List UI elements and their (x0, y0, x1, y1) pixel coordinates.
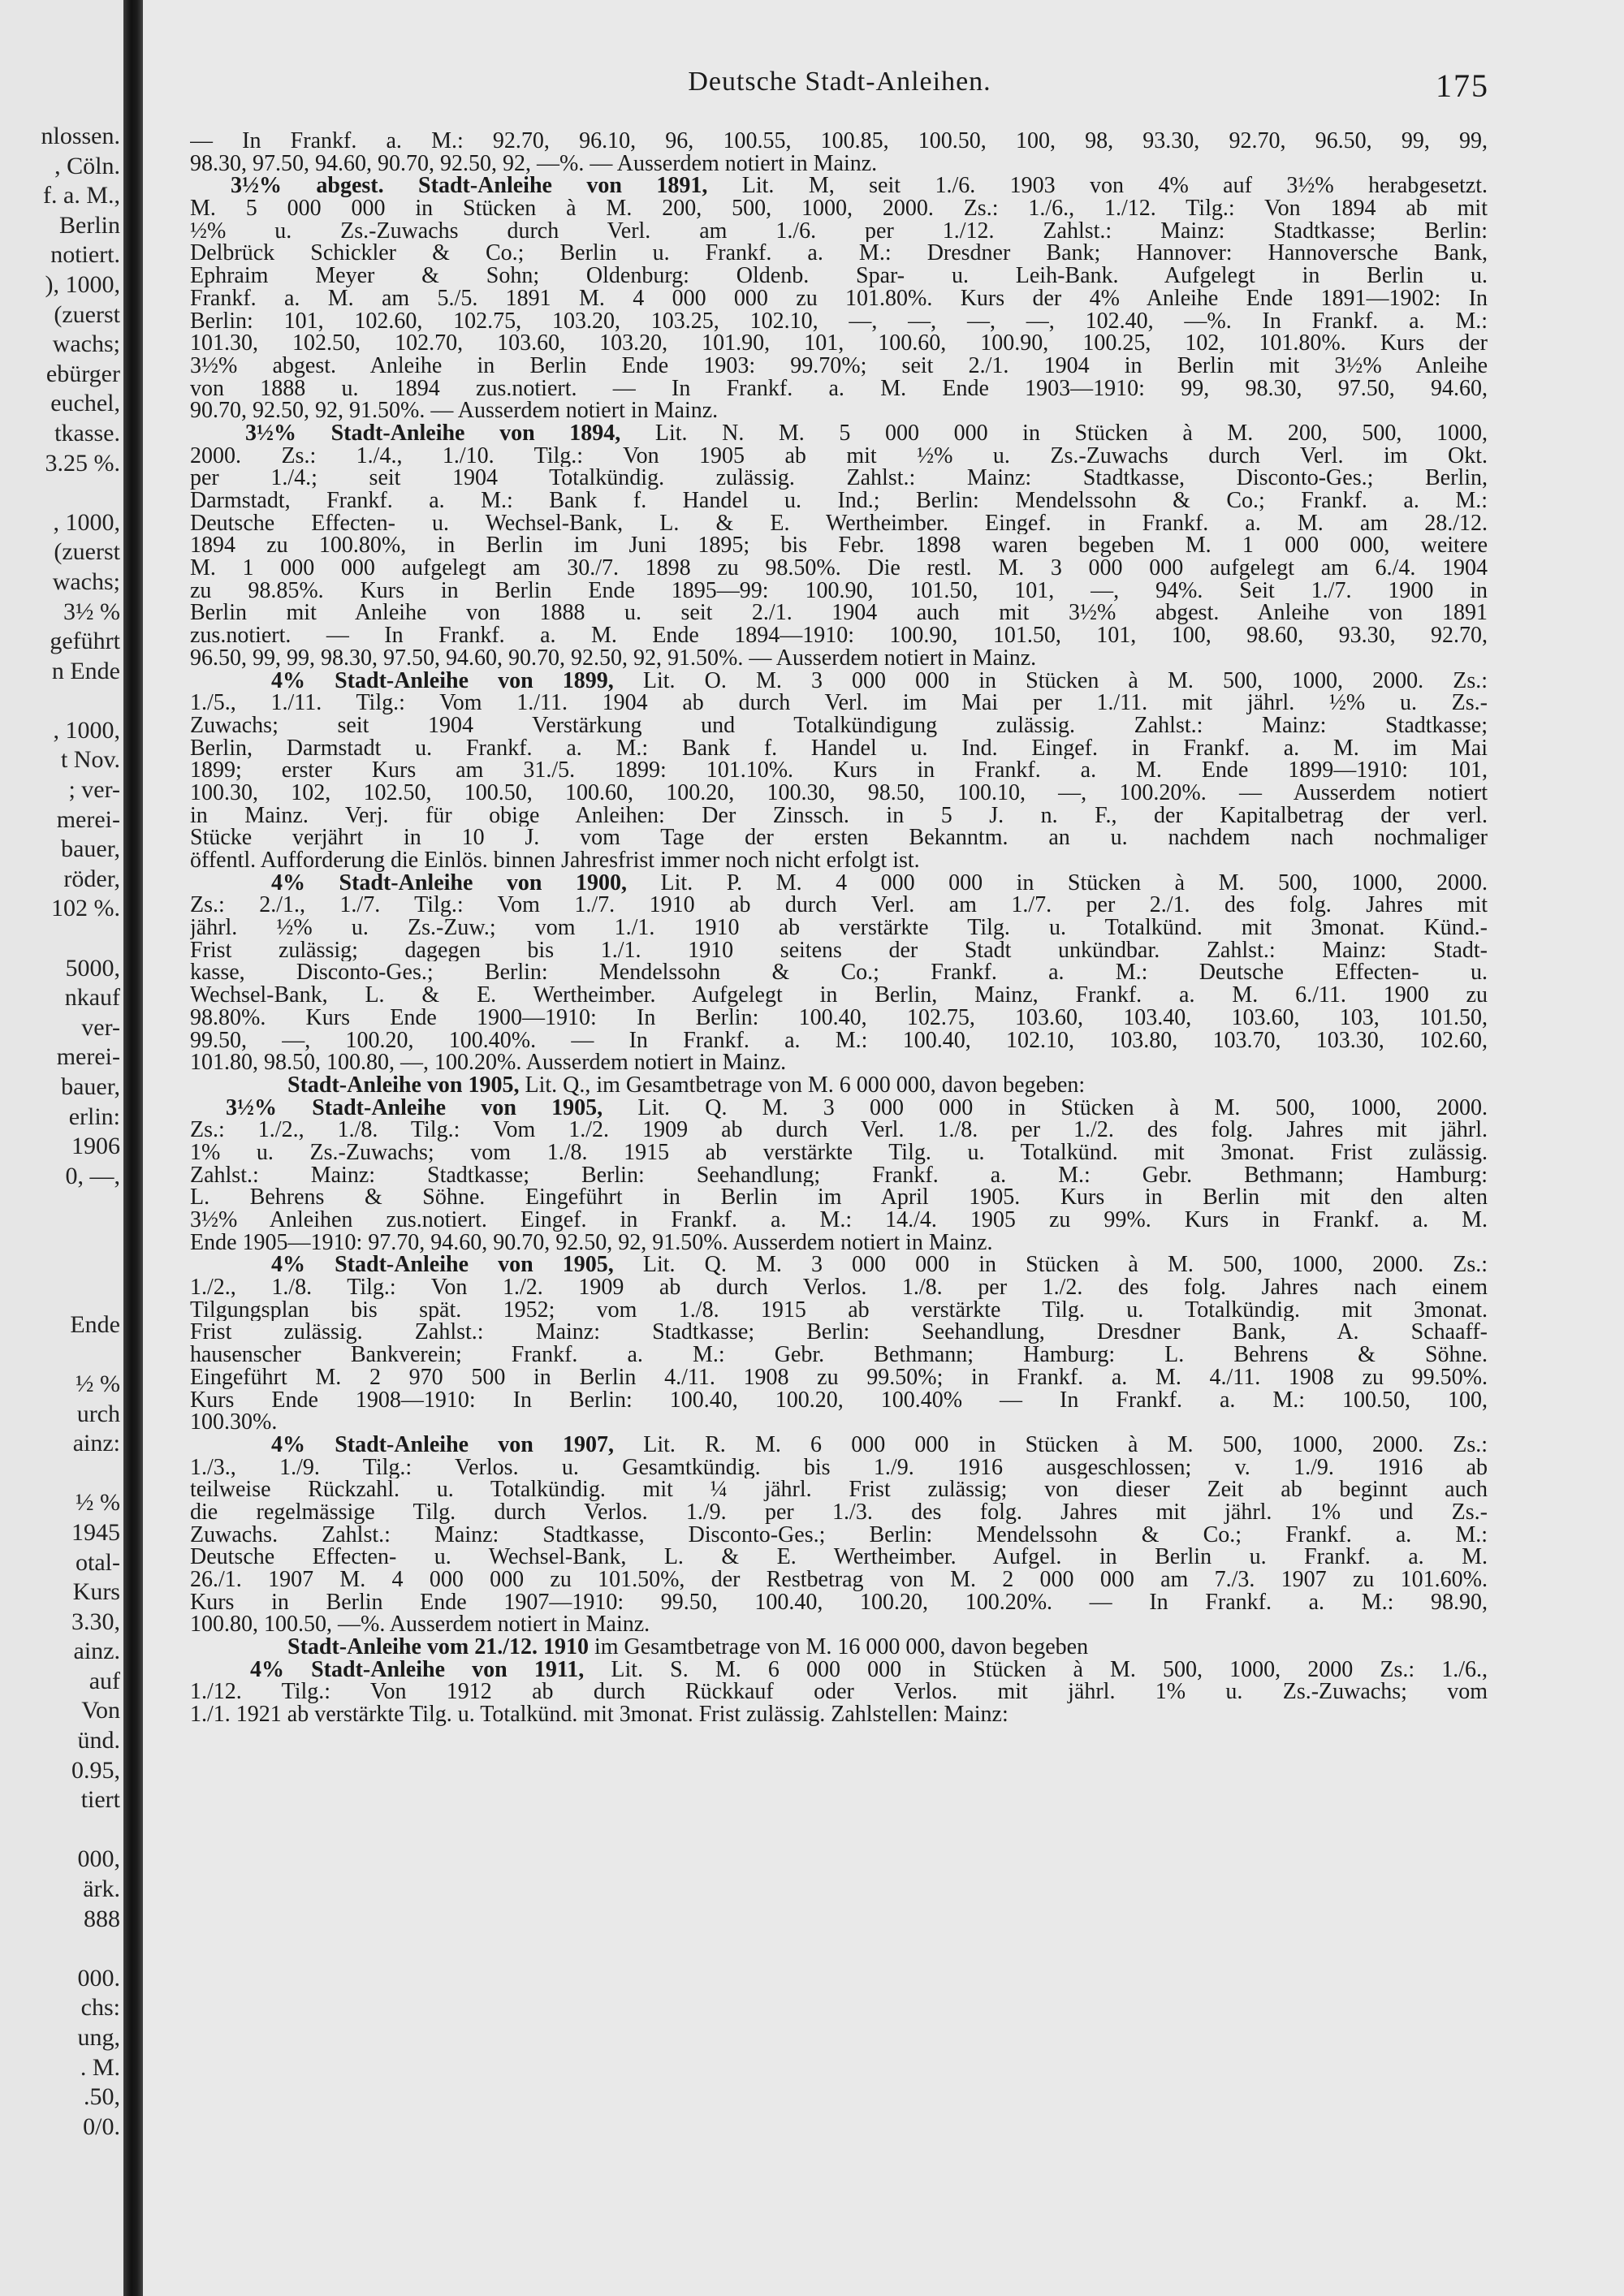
left-page-fragment: ver- (81, 1013, 120, 1041)
text-line (190, 1051, 1488, 1074)
line-text: per 1./4.; seit 1904 Totalkündig. zulässig. Zahlst.: Mainz: Stadtkasse, Disconto-Ges.; Berlin, (190, 467, 1488, 490)
text-line (190, 826, 1488, 849)
page-header (190, 67, 1489, 107)
left-page-fragment: ; ver- (68, 776, 120, 804)
line-text: Zahlst.: Mainz: Stadtkasse; Berlin: Seehandlung; Frankf. a. M.: Gebr. Bethmann; Hamburg: (190, 1163, 1488, 1187)
left-page-fragment: ainz: (72, 1430, 120, 1457)
paragraph-p11 (190, 1659, 1488, 1726)
left-page-fragment: 0.95, (71, 1756, 120, 1784)
text-line (190, 1164, 1488, 1187)
text-line (190, 759, 1488, 782)
left-page-fragment: Von (81, 1697, 120, 1724)
left-page-fragment: urch (76, 1400, 120, 1427)
text-line (190, 647, 1488, 670)
text-line (190, 399, 1488, 422)
left-page-fragment: 1906 (71, 1133, 120, 1160)
text-line (190, 287, 1488, 310)
line-text: zu 98.85%. Kurs in Berlin Ende 1895—99: 100.90, 101.50, 101, —, 94%. Seit 1./7. 1900 in (190, 579, 1488, 602)
text-line (190, 1478, 1488, 1501)
text-line (190, 1321, 1488, 1344)
text-line (190, 602, 1488, 624)
left-page-fragment: , 1000, (53, 716, 120, 744)
text-line (190, 1457, 1488, 1479)
left-page-fragment: chs: (80, 1994, 120, 2022)
left-page-fragment: 1945 (71, 1518, 120, 1546)
text-line (190, 1299, 1488, 1322)
left-page-fragment: erlin: (68, 1103, 120, 1130)
text-line (190, 332, 1488, 355)
text-line (190, 130, 1488, 153)
text-line (190, 692, 1488, 714)
left-page-fragment (0, 686, 123, 716)
left-page-fragment: ½ % (76, 1489, 120, 1517)
line-text: teilweise Rückzahl. u. Totalkündig. mit ¼ jährl. Frist zulässig; von dieser Zeit ab beginnt auch (190, 1478, 1488, 1501)
line-text: 1./5., 1./11. Tilg.: Vom 1./11. 1904 ab durch Verl. im Mai per 1./11. mit jährl. ½% u. Zs.- (190, 692, 1488, 714)
left-page-fragment: ung, (77, 2024, 120, 2051)
line-text: 1./3., 1./9. Tilg.: Verlos. u. Gesamtkündig. bis 1./9. 1916 ausgeschlossen; v. 1./9. 1916 ab (190, 1456, 1488, 1479)
line-text: von 1888 u. 1894 zus.notiert. — In Frankf. a. M. Ende 1903—1910: 99, 98.30, 97.50, 94.60, (190, 377, 1488, 400)
loan-heading: 4% Stadt-Anleihe von 1900, (271, 871, 628, 895)
left-page-fragment: 000. (77, 1964, 120, 1992)
line-text: Lit. N. M. 5 000 000 in Stücken à M. 200, 500, 1000, (654, 421, 1488, 445)
line-text: L. Behrens & Söhne. Eingeführt in Berlin im April 1905. Kurs in Berlin mit den alten (190, 1186, 1488, 1209)
left-page-fragment: ünd. (77, 1727, 120, 1754)
left-page-fragment: n Ende (51, 657, 120, 684)
line-text: 100.30%. (190, 1411, 278, 1434)
line-text: Deutsche Effecten- u. Wechsel-Bank, L. & E. Wertheimber. Aufgel. in Berlin u. Frankf. a. M. (190, 1546, 1488, 1569)
line-text: Frist zulässig. Zahlst.: Mainz: Stadtkasse; Berlin: Seehandlung, Dresdner Bank, A. Schaaff- (190, 1321, 1488, 1344)
text-line (190, 917, 1488, 939)
line-text: Eingeführt M. 2 970 500 in Berlin 4./11. 1908 zu 99.50%; in Frankf. a. M. 4./11. 1908 zu 99.50%. (190, 1366, 1488, 1389)
text-line (190, 849, 1488, 872)
left-page-fragment: euchel, (50, 390, 120, 417)
line-text: im Gesamtbetrage von M. 16 000 000, davon begeben (594, 1636, 1089, 1659)
left-page-fragment (0, 478, 123, 508)
left-page-fragment: Kurs (72, 1578, 120, 1606)
line-text: Frankf. a. M. am 5./5. 1891 M. 4 000 000 zu 101.80%. Kurs der 4% Anleihe Ende 1891—1902: In (190, 287, 1488, 310)
line-text: Lit. Q. M. 3 000 000 in Stücken à M. 500, 1000, 2000. Zs.: (642, 1254, 1488, 1277)
line-text: jährl. ½% u. Zs.-Zuw.; vom 1./1. 1910 ab verstärkte Tilg. u. Totalkünd. mit 3monat. Künd.- (190, 917, 1488, 939)
left-page-fragment: wachs; (52, 568, 120, 595)
left-page-fragment (0, 1340, 123, 1370)
line-text: 1% u. Zs.-Zuwachs; vom 1./8. 1915 ab verstärkte Tilg. u. Totalkünd. mit 3monat. Frist zulässig. (190, 1141, 1488, 1164)
line-text: 96.50, 99, 99, 98.30, 97.50, 94.60, 90.70, 92.50, 92, 91.50%. — Ausserdem notiert in Mainz. (190, 646, 1037, 670)
text-line (190, 1681, 1488, 1703)
text-line (190, 805, 1488, 827)
paragraph-p7 (190, 1097, 1488, 1254)
text-line (190, 197, 1488, 220)
left-page-fragment: bauer, (61, 1073, 120, 1100)
line-text: 101.30, 102.50, 102.70, 103.60, 103.20, 101.90, 101, 100.60, 100.90, 100.25, 102, 101.80%. Kurs der (190, 332, 1488, 355)
text-line (190, 1389, 1488, 1412)
text-line (190, 1434, 1488, 1457)
loan-heading: Stadt-Anleihe von 1905, (287, 1073, 520, 1097)
text-line (190, 422, 1488, 445)
line-text: 1899; erster Kurs am 31./5. 1899: 101.10%. Kurs in Frankf. a. M. Ende 1899—1910: 101, (190, 759, 1488, 782)
text-line (190, 1524, 1488, 1547)
left-page-fragment (0, 1459, 123, 1489)
text-line (190, 534, 1488, 557)
left-page-fragment: merei- (56, 805, 120, 833)
line-text: Lit. M, seit 1./6. 1903 von 4% auf 3½% herabgesetzt. (741, 175, 1488, 198)
left-page-fragment: (zuerst (54, 300, 120, 328)
text-line (190, 1344, 1488, 1366)
paragraph-p8 (190, 1254, 1488, 1434)
line-text: Ephraim Meyer & Sohn; Oldenburg: Oldenb. Spar- u. Leih-Bank. Aufgelegt in Berlin u. (190, 265, 1488, 287)
line-text: Zs.: 2./1., 1./7. Tilg.: Vom 1./7. 1910 ab durch Verl. am 1./7. per 2./1. des folg. Jahres mit (190, 894, 1488, 917)
left-page-fragment: (zuerst (54, 538, 120, 566)
text-line (190, 153, 1488, 175)
text-line (190, 175, 1488, 197)
text-line (190, 624, 1488, 647)
line-text: Deutsche Effecten- u. Wechsel-Bank, L. & E. Wertheimber. Eingef. in Frankf. a. M. am 28./12. (190, 511, 1488, 535)
text-line (190, 265, 1488, 287)
text-line (190, 467, 1488, 490)
left-page-fragment: f. a. M., (43, 182, 120, 209)
paragraph-p6 (190, 1074, 1488, 1097)
line-text: Frist zulässig; dagegen bis 1./1. 1910 seitens der Stadt unkündbar. Zahlst.: Mainz: Stadt- (190, 939, 1488, 962)
line-text: Ende 1905—1910: 97.70, 94.60, 90.70, 92.50, 92, 91.50%. Ausserdem notiert in Mainz. (190, 1231, 993, 1254)
text-line (190, 1591, 1488, 1614)
text-line (190, 939, 1488, 962)
left-page-fragment: 888 (84, 1905, 120, 1932)
line-text: Darmstadt, Frankf. a. M.: Bank f. Handel u. Ind.; Berlin: Mendelssohn & Co.; Frankf. a. M.: (190, 490, 1488, 512)
text-line (190, 1209, 1488, 1232)
line-text: 26./1. 1907 M. 4 000 000 zu 101.50%, der Restbetrag von M. 2 000 000 am 7./3. 1907 zu 101.60%. (190, 1569, 1488, 1591)
book-gutter (123, 0, 143, 2296)
left-page-fragment (0, 1815, 123, 1845)
line-text: Lit. S. M. 6 000 000 in Stücken à M. 500, 1000, 2000 Zs.: 1./6., (611, 1658, 1488, 1681)
line-text: ½% u. Zs.-Zuwachs durch Verl. am 1./6. per 1./12. Zahlst.: Mainz: Stadtkasse; Berlin: (190, 219, 1488, 243)
paragraph-p1 (190, 130, 1488, 175)
left-page-fragment: merei- (56, 1043, 120, 1071)
line-text: hausenscher Bankverein; Frankf. a. M.: Gebr. Bethmann; Hamburg: L. Behrens & Söhne. (190, 1344, 1488, 1366)
text-line (190, 1659, 1488, 1681)
loan-heading: 4% Stadt-Anleihe von 1899, (271, 669, 614, 693)
line-text: 3½% Anleihen zus.notiert. Eingef. in Frankf. a. M.: 14./4. 1905 zu 99%. Kurs in Frankf. a. M. (190, 1209, 1488, 1232)
line-text: Lit. Q., im Gesamtbetrage von M. 6 000 000, davon begeben: (525, 1073, 1086, 1097)
left-page-fragment (0, 1221, 123, 1251)
text-line (190, 220, 1488, 243)
left-page-fragment: 0/0. (83, 2113, 120, 2140)
text-line (190, 355, 1488, 378)
line-text: 90.70, 92.50, 92, 91.50%. — Ausserdem notiert in Mainz. (190, 399, 719, 422)
page-number: 175 (1436, 67, 1489, 104)
text-line (190, 872, 1488, 895)
left-page-fragment: 5000, (65, 954, 120, 982)
left-page-fragment: , Cöln. (54, 152, 120, 179)
text-line (190, 894, 1488, 917)
left-page-text-fragments (0, 122, 123, 2142)
line-text: Zs.: 1./2., 1./8. Tilg.: Vom 1./2. 1909 ab durch Verl. 1./8. per 1./2. des folg. Jahres mit jährl. (190, 1119, 1488, 1142)
text-line (190, 714, 1488, 737)
left-page-fragment: 3.30, (71, 1608, 120, 1635)
line-text: 100.30, 102, 102.50, 100.50, 100.60, 100.20, 100.30, 98.50, 100.10, —, 100.20%. — Ausserdem notiert (190, 781, 1488, 805)
text-line (190, 1119, 1488, 1142)
line-text: Wechsel-Bank, L. & E. Wertheimber. Aufgelegt in Berlin, Mainz, Frankf. a. M. 6./11. 1900 zu (190, 984, 1488, 1007)
line-text: Delbrück Schickler & Co.; Berlin u. Frankf. a. M.: Dresdner Bank; Hannover: Hannoversche Bank, (190, 242, 1488, 265)
left-page-strip (0, 0, 123, 2296)
line-text: 100.80, 100.50, —%. Ausserdem notiert in Mainz. (190, 1613, 650, 1637)
loan-heading: Stadt-Anleihe vom 21./12. 1910 (287, 1636, 589, 1659)
line-text: 1894 zu 100.80%, in Berlin im Juni 1895; bis Febr. 1898 waren begeben M. 1 000 000, weitere (190, 534, 1488, 558)
line-text: 2000. Zs.: 1./4., 1./10. Tilg.: Von 1905 ab mit ½% u. Zs.-Zuwachs durch Verl. im Okt. (190, 444, 1488, 468)
text-line (190, 1142, 1488, 1164)
loan-heading: 4% Stadt-Anleihe von 1907, (271, 1433, 615, 1457)
body-text (190, 130, 1488, 1726)
left-page-fragment: ), 1000, (45, 270, 120, 298)
running-title: Deutsche Stadt-Anleihen. (688, 67, 991, 97)
line-text: Tilgungsplan bis spät. 1952; vom 1./8. 1915 ab verstärkte Tilg. u. Totalkündig. mit 3monat. (190, 1298, 1488, 1322)
line-text: in Mainz. Verj. für obige Anleihen: Der Zinssch. in 5 J. n. F., der Kapitalbetrag der verl. (190, 804, 1488, 827)
line-text: öffentl. Aufforderung die Einlös. binnen Jahresfrist immer noch nicht erfolgt ist. (190, 849, 920, 872)
text-line (190, 490, 1488, 512)
text-line (190, 1703, 1488, 1726)
text-line (190, 1029, 1488, 1052)
left-page-fragment (0, 1934, 123, 1964)
line-text: 1./12. Tilg.: Von 1912 ab durch Rückkauf oder Verlos. mit jährl. 1% u. Zs.-Zuwachs; vom (190, 1681, 1488, 1704)
line-text: Zuwachs. Zahlst.: Mainz: Stadtkasse, Disconto-Ges.; Berlin: Mendelssohn & Co.; Frankf. a. M.: (190, 1523, 1488, 1547)
line-text: Berlin mit Anleihe von 1888 u. seit 2./1. 1904 auch mit 3½% abgest. Anleihe von 1891 (190, 602, 1488, 625)
text-line (190, 737, 1488, 760)
left-page-fragment: nkauf (64, 984, 120, 1012)
line-text: M. 1 000 000 aufgelegt am 30./7. 1898 zu 98.50%. Die restl. M. 3 000 000 aufgelegt am 6./4. 1904 (190, 557, 1488, 580)
left-page-fragment: röder, (63, 865, 120, 892)
left-page-fragment: otal- (76, 1548, 120, 1576)
loan-heading: 4% Stadt-Anleihe von 1911, (250, 1658, 585, 1681)
left-page-fragment (0, 924, 123, 954)
text-line (190, 242, 1488, 265)
left-page-fragment: nlossen. (41, 123, 120, 149)
line-text: Kurs in Berlin Ende 1907—1910: 99.50, 100.40, 100.20, 100.20%. — In Frankf. a. M.: 98.90, (190, 1590, 1488, 1614)
left-page-fragment: 0, —, (65, 1162, 120, 1189)
text-line (190, 670, 1488, 693)
line-text: 98.80%. Kurs Ende 1900—1910: In Berlin: 100.40, 102.75, 103.60, 103.40, 103.60, 103, 101.50, (190, 1006, 1488, 1029)
paragraph-p9 (190, 1434, 1488, 1636)
left-page-fragment: notiert. (50, 241, 120, 269)
text-line (190, 557, 1488, 580)
line-text: Stücke verjährt in 10 J. vom Tage der ersten Bekanntm. an u. nachdem nach nochmaliger (190, 826, 1488, 849)
line-text: Lit. O. M. 3 000 000 in Stücken à M. 500, 1000, 2000. Zs.: (642, 669, 1488, 693)
line-text: 101.80, 98.50, 100.80, —, 100.20%. Ausserdem notiert in Mainz. (190, 1051, 787, 1074)
line-text: 98.30, 97.50, 94.60, 90.70, 92.50, 92, —%. — Ausserdem notiert in Mainz. (190, 152, 878, 175)
left-page-fragment: ebürger (45, 360, 120, 387)
line-text: kasse, Disconto-Ges.; Berlin: Mendelssohn & Co.; Frankf. a. M.: Deutsche Effecten- u. (190, 961, 1488, 985)
line-text: — In Frankf. a. M.: 92.70, 96.10, 96, 100.55, 100.85, 100.50, 100, 98, 93.30, 92.70, 96.50, 99, 99, (190, 130, 1488, 153)
text-line (190, 1007, 1488, 1029)
left-page-fragment: auf (89, 1667, 120, 1694)
left-page-fragment: , 1000, (53, 508, 120, 536)
line-text: Kurs Ende 1908—1910: In Berlin: 100.40, 100.20, 100.40% — In Frankf. a. M.: 100.50, 100, (190, 1388, 1488, 1412)
loan-heading: 3½% Stadt-Anleihe von 1894, (245, 421, 621, 445)
text-line (190, 1097, 1488, 1120)
text-line (190, 1276, 1488, 1299)
left-page-fragment: bauer, (61, 835, 120, 863)
text-line (190, 1411, 1488, 1434)
left-page-fragment (0, 1191, 123, 1221)
text-line (190, 310, 1488, 333)
left-page-fragment: Berlin (59, 211, 120, 239)
text-line (190, 1254, 1488, 1276)
left-page-fragment: 000, (77, 1845, 120, 1873)
line-text: 1./2., 1./8. Tilg.: Von 1./2. 1909 ab durch Verlos. 1./8. per 1./2. des folg. Jahres nach einem (190, 1276, 1488, 1299)
text-line (190, 378, 1488, 400)
left-page-fragment: wachs; (52, 330, 120, 358)
text-line (190, 1232, 1488, 1254)
line-text: die regelmässige Tilg. durch Verlos. 1./9. per 1./3. des folg. Jahres mit jährl. 1% und Zs.- (190, 1500, 1488, 1524)
text-line (190, 1074, 1488, 1097)
left-page-fragment (0, 1251, 123, 1281)
text-line (190, 512, 1488, 535)
text-line (190, 1613, 1488, 1636)
left-page-fragment (0, 1280, 123, 1310)
text-line (190, 1501, 1488, 1524)
text-line (190, 782, 1488, 805)
left-page-fragment: . M. (80, 2053, 120, 2081)
line-text: Lit. Q. M. 3 000 000 in Stücken à M. 500, 1000, 2000. (637, 1096, 1488, 1120)
left-page-fragment: 3.25 %. (45, 449, 120, 477)
loan-heading: 4% Stadt-Anleihe von 1905, (271, 1254, 614, 1277)
line-text: zus.notiert. — In Frankf. a. M. Ende 1894—1910: 100.90, 101.50, 101, 100, 98.60, 93.30, 92.70, (190, 624, 1488, 647)
left-page-fragment: 102 %. (51, 895, 120, 922)
line-text: Berlin, Darmstadt u. Frankf. a. M.: Bank f. Handel u. Ind. Eingef. in Frankf. a. M. im Mai (190, 736, 1488, 760)
paragraph-p2 (190, 175, 1488, 422)
left-page-fragment: tiert (80, 1786, 120, 1814)
text-line (190, 984, 1488, 1007)
left-page-fragment: .50, (84, 2083, 120, 2111)
paragraph-p3 (190, 422, 1488, 670)
left-page-fragment: t Nov. (60, 746, 120, 774)
text-line (190, 580, 1488, 602)
line-text: Lit. P. M. 4 000 000 in Stücken à M. 500, 1000, 2000. (660, 871, 1488, 895)
line-text: 1./1. 1921 ab verstärkte Tilg. u. Totalkünd. mit 3monat. Frist zulässig. Zahlstellen: Mainz: (190, 1703, 1009, 1726)
left-page-fragment: ärk. (83, 1875, 120, 1903)
text-line (190, 1569, 1488, 1591)
left-page-fragment: geführt (50, 628, 120, 655)
text-line (190, 1366, 1488, 1389)
line-text: M. 5 000 000 in Stücken à M. 200, 500, 1000, 2000. Zs.: 1./6., 1./12. Tilg.: Von 1894 ab mit (190, 197, 1488, 220)
paragraph-p4 (190, 670, 1488, 872)
left-page-fragment: ainz. (73, 1638, 120, 1665)
loan-heading: 3½% abgest. Stadt-Anleihe von 1891, (231, 175, 708, 198)
left-page-fragment: Ende (70, 1310, 120, 1338)
line-text: 3½% abgest. Anleihe in Berlin Ende 1903: 99.70%; seit 2./1. 1904 in Berlin mit 3½% Anleihe (190, 354, 1488, 378)
line-text: Zuwachs; seit 1904 Verstärkung und Totalkündigung zulässig. Zahlst.: Mainz: Stadtkasse; (190, 714, 1488, 737)
paragraph-p5 (190, 872, 1488, 1074)
left-page-fragment: 3½ % (63, 598, 120, 625)
text-line (190, 961, 1488, 984)
text-line (190, 445, 1488, 468)
line-text: Berlin: 101, 102.60, 102.75, 103.20, 103.25, 102.10, —, —, —, —, 102.40, —%. In Frankf. a. M.: (190, 309, 1488, 333)
loan-heading: 3½% Stadt-Anleihe von 1905, (226, 1096, 603, 1120)
text-line (190, 1186, 1488, 1209)
left-page-fragment: tkasse. (54, 419, 120, 447)
text-line (190, 1546, 1488, 1569)
text-line (190, 1636, 1488, 1659)
left-page-fragment: ½ % (76, 1370, 120, 1397)
paragraph-p10 (190, 1636, 1488, 1659)
line-text: 99.50, —, 100.20, 100.40%. — In Frankf. a. M.: 100.40, 102.10, 103.80, 103.70, 103.30, 102.60, (190, 1029, 1488, 1052)
line-text: Lit. R. M. 6 000 000 in Stücken à M. 500, 1000, 2000. Zs.: (643, 1433, 1488, 1457)
